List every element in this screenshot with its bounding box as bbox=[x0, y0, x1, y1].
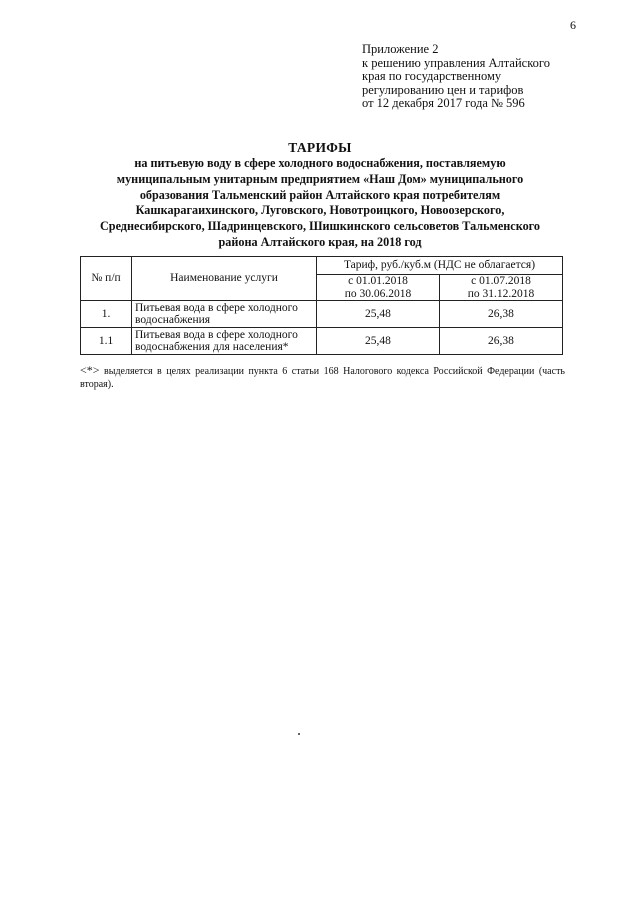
period-1-from: с 01.01.2018 bbox=[348, 275, 408, 287]
header-service-name: Наименование услуги bbox=[132, 257, 317, 301]
subtitle-line: муниципальным унитарным предприятием «Наш Дом» муниципального bbox=[116, 171, 524, 186]
footnote-mark: <*> bbox=[80, 363, 100, 377]
row-service-name: Питьевая вода в сфере холодного водоснабжения bbox=[132, 301, 317, 328]
document-title: ТАРИФЫ bbox=[288, 140, 352, 155]
subtitle-line: Кашкарагаихинского, Луговского, Новотроицкого, Новоозерского, bbox=[135, 203, 505, 218]
subtitle-line: на питьевую воду в сфере холодного водоснабжения, поставляемую bbox=[134, 156, 506, 170]
appendix-line: от 12 декабря 2017 года № 596 bbox=[362, 96, 525, 111]
footnote bbox=[80, 364, 565, 391]
appendix-block bbox=[362, 43, 550, 111]
row-tariff-period-1: 25,48 bbox=[317, 328, 440, 355]
scan-speck bbox=[298, 733, 300, 735]
appendix-line: к решению управления Алтайского bbox=[362, 55, 550, 70]
appendix-line: края по государственному bbox=[362, 69, 502, 84]
header-period-2 bbox=[439, 275, 562, 301]
period-2-from: с 01.07.2018 bbox=[471, 275, 531, 287]
subtitle-line: Среднесибирского, Шадринцевского, Шишкинского сельсоветов Тальменского bbox=[99, 219, 540, 234]
header-period-1 bbox=[317, 275, 440, 301]
period-2-to: по 31.12.2018 bbox=[467, 287, 535, 300]
table-row bbox=[81, 301, 563, 328]
row-tariff-period-2: 26,38 bbox=[439, 328, 562, 355]
row-tariff-period-2: 26,38 bbox=[439, 301, 562, 328]
footnote-text: выделяется в целях реализации пункта 6 статьи 168 Налогового кодекса Российской Федерации (часть вторая). bbox=[80, 366, 565, 390]
page-number: 6 bbox=[570, 18, 576, 32]
tariff-table bbox=[80, 256, 563, 355]
row-number: 1.1 bbox=[81, 328, 132, 355]
period-1-to: по 30.06.2018 bbox=[344, 287, 412, 300]
appendix-line: Приложение 2 bbox=[362, 42, 439, 56]
header-tariff: Тариф, руб./куб.м (НДС не облагается) bbox=[317, 257, 563, 275]
subtitle-line: района Алтайского края, на 2018 год bbox=[218, 234, 422, 249]
document-subtitle bbox=[80, 156, 560, 251]
appendix-line: регулированию цен и тарифов bbox=[362, 82, 524, 97]
table-row bbox=[81, 328, 563, 355]
row-number: 1. bbox=[81, 301, 132, 328]
header-number: № п/п bbox=[81, 257, 132, 301]
row-tariff-period-1: 25,48 bbox=[317, 301, 440, 328]
subtitle-line: образования Тальменский район Алтайского края потребителям bbox=[139, 187, 501, 202]
row-service-name: Питьевая вода в сфере холодного водоснабжения для населения* bbox=[132, 328, 317, 355]
